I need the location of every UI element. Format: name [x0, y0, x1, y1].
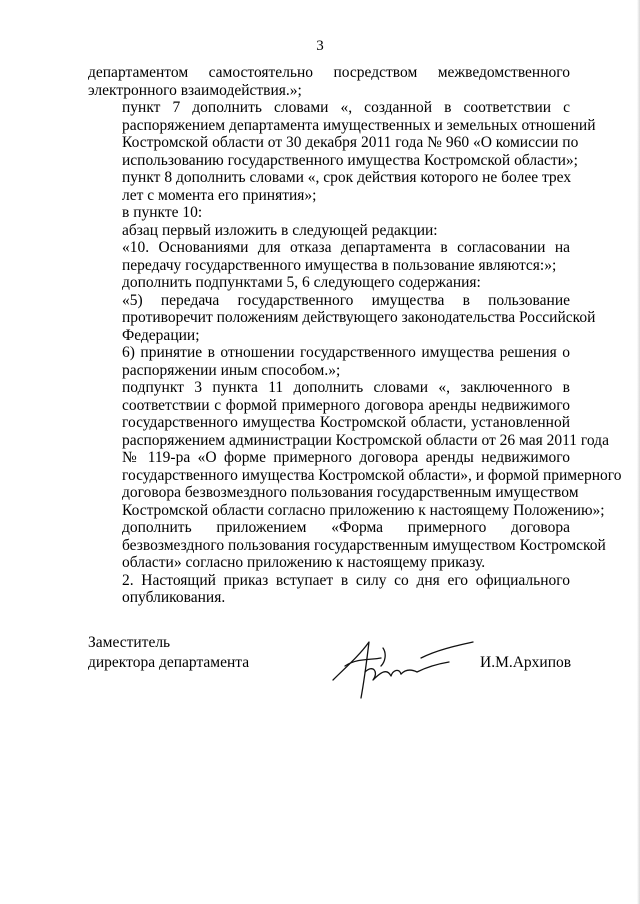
paragraph: [88, 379, 622, 519]
handwritten-signature: [325, 628, 475, 703]
text-line: безвозмездного пользования государственным имуществом Костромской: [122, 536, 606, 554]
paragraph: [88, 274, 570, 292]
paragraph: [88, 169, 570, 204]
paragraph: [88, 572, 570, 607]
page-number: 3: [316, 38, 324, 54]
text-line: пункт 7 дополнить словами «, созданной в соответствии с: [122, 99, 570, 116]
text-line: государственного имущества Костромской области, установленной: [122, 414, 570, 431]
paragraph: [88, 204, 570, 222]
signatory-name: И.М.Архипов: [480, 654, 572, 671]
text-line: опубликования.: [122, 589, 226, 606]
paragraph: [88, 222, 570, 240]
text-line: распоряжением администрации Костромской области от 26 мая 2011 года: [122, 431, 609, 449]
text-line: абзац первый изложить в следующей редакции:: [122, 221, 438, 239]
paragraph: [88, 64, 570, 99]
text-line: распоряжением департамента имущественных и земельных отношений: [122, 116, 596, 134]
text-line: противоречит положениям действующего законодательства Российской: [122, 309, 596, 326]
paragraph: [88, 239, 570, 274]
text-line: электронного взаимодействия.»;: [88, 81, 302, 99]
text-line: дополнить подпунктами 5, 6 следующего содержания:: [122, 274, 481, 291]
text-line: Костромской области от 30 декабря 2011 года № 960 «О комиссии по: [122, 134, 579, 151]
text-line: лет с момента его принятия»;: [122, 186, 317, 204]
paragraph: [88, 291, 596, 345]
document-body: [88, 64, 622, 607]
text-line: № 119-ра «О форме примерного договора аренды недвижимого: [122, 449, 570, 466]
signatory-position-line-2: директора департамента: [88, 654, 250, 671]
text-line: подпункт 3 пункта 11 дополнить словами «, заключенного в: [122, 379, 570, 396]
text-line: договора безвозмездного пользования государственным имуществом: [122, 484, 579, 501]
signatory-position: [88, 633, 249, 673]
text-line: в пункте 10:: [122, 204, 203, 221]
text-line: распоряжении иным способом.»;: [122, 361, 341, 379]
paragraph: [88, 344, 570, 379]
text-line: государственного имущества Костромской области», и формой примерного: [122, 466, 622, 484]
text-line: дополнить приложением «Форма примерного договора: [122, 519, 570, 536]
text-line: 2. Настоящий приказ вступает в силу со дня его официального: [122, 571, 570, 589]
paragraph: [88, 99, 596, 169]
text-line: области» согласно приложению к настоящему приказу.: [122, 554, 486, 571]
text-line: «5) передача государственного имущества в пользование: [122, 291, 570, 309]
text-line: Федерации;: [122, 326, 200, 344]
text-line: департаментом самостоятельно посредством межведомственного: [88, 64, 570, 81]
text-line: передачу государственного имущества в пользование являются:»;: [122, 256, 557, 274]
text-line: пункт 8 дополнить словами «, срок действия которого не более трех: [122, 169, 572, 186]
signatory-position-line-1: Заместитель: [88, 634, 171, 651]
text-line: использованию государственного имущества Костромской области»;: [122, 151, 578, 169]
text-line: Костромской области согласно приложению к настоящему Положению»;: [122, 501, 605, 519]
text-line: «10. Основаниями для отказа департамента в согласовании на: [122, 239, 570, 256]
text-line: 6) принятие в отношении государственного имущества решения о: [122, 344, 570, 361]
text-line: соответствии с формой примерного договора аренды недвижимого: [122, 396, 570, 414]
paragraph: [88, 519, 606, 572]
